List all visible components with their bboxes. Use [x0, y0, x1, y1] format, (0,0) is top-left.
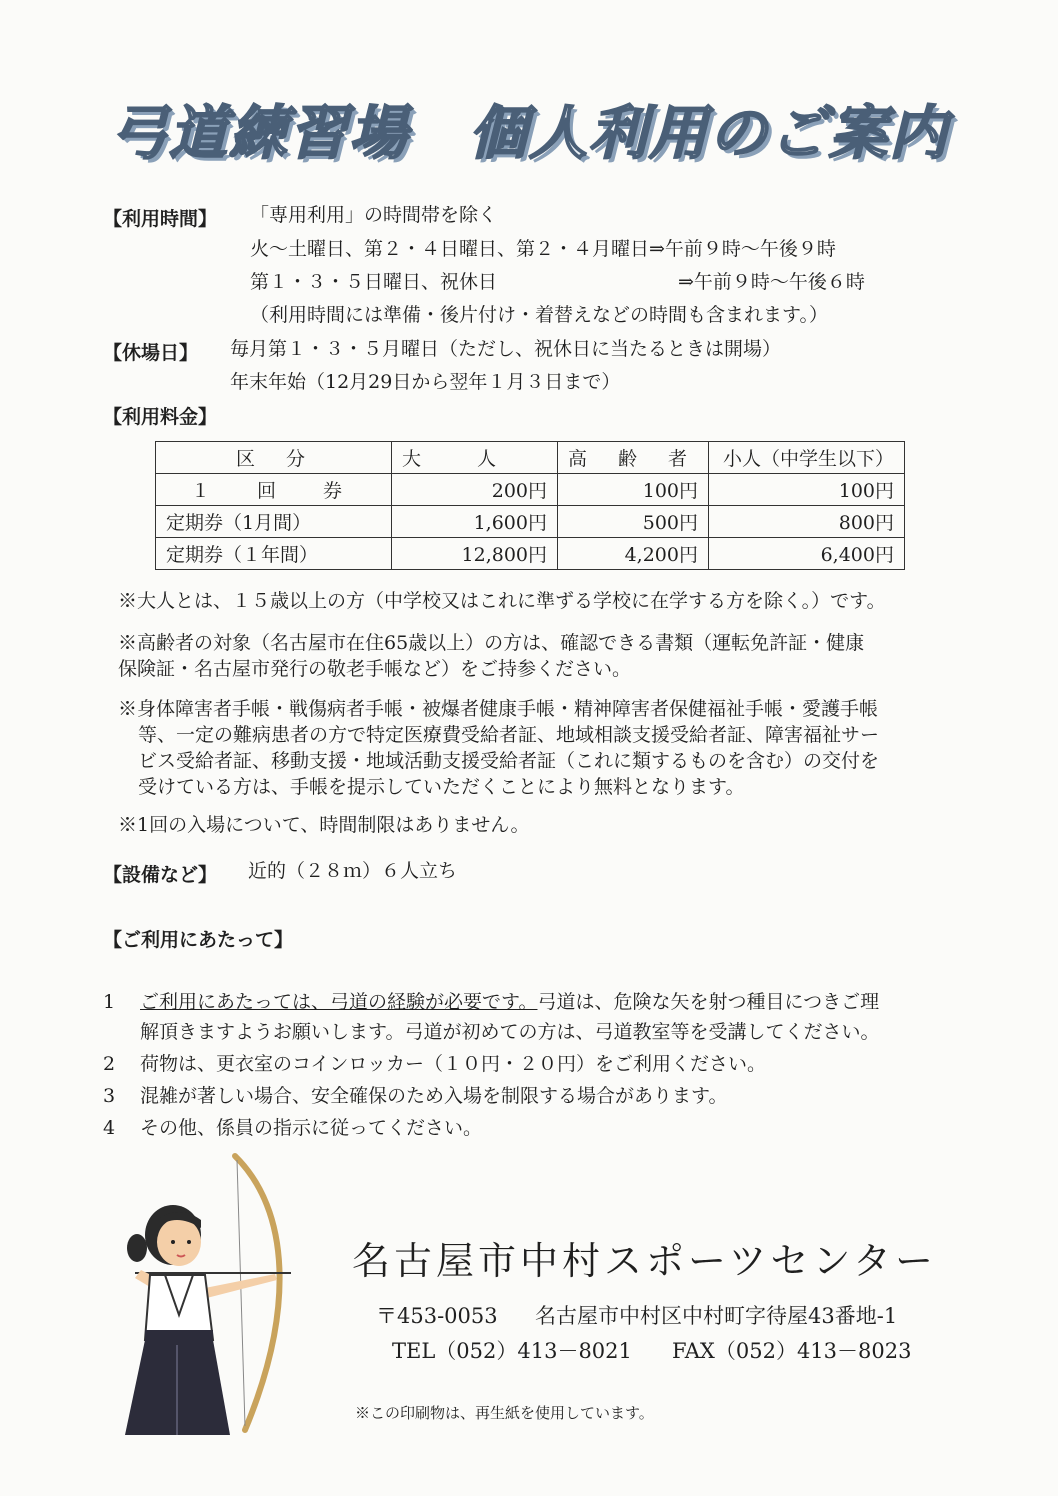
- note-senior-line2: 保険証・名古屋市発行の敬老手帳など）をご持参ください。: [118, 658, 632, 680]
- note-senior-line1: ※高齢者の対象（名古屋市在住65歳以上）の方は、確認できる書類（運転免許証・健康: [118, 632, 865, 654]
- usage-item-number: 4: [103, 1117, 116, 1139]
- recycled-paper-note: ※この印刷物は、再生紙を使用しています。: [355, 1404, 654, 1422]
- col-category: 区 分: [156, 442, 392, 474]
- col-senior: 高 齢 者: [558, 442, 709, 474]
- note-adult-definition: ※大人とは、１５歳以上の方（中学校又はこれに準ずる学校に在学する方を除く。）です。: [118, 590, 886, 612]
- usage-header: 【ご利用にあたって】: [103, 929, 294, 951]
- note-exemption-line2: 等、一定の難病患者の方で特定医療費受給者証、地域相談支援受給者証、障害福祉サー: [138, 724, 880, 746]
- hours-line2: 火～土曜日、第２・４日曜日、第２・４月曜日⇒午前９時～午後９時: [250, 238, 836, 260]
- note-time-limit: ※1回の入場について、時間制限はありません。: [118, 814, 530, 836]
- postal-code: 〒453-0053: [376, 1304, 498, 1328]
- address: 名古屋市中村区中村町字待屋43番地-1: [535, 1304, 898, 1328]
- archer-illustration: [95, 1150, 325, 1440]
- hours-header: 【利用時間】: [103, 208, 218, 230]
- table-row: [156, 538, 905, 570]
- hours-line1: 「専用利用」の時間帯を除く: [250, 204, 498, 226]
- senior-fee: 4,200円: [558, 538, 709, 570]
- child-fee: 6,400円: [709, 538, 905, 570]
- bow-icon: [235, 1156, 280, 1430]
- telephone: TEL（052）413－8021: [392, 1339, 632, 1363]
- note-exemption-line1: ※身体障害者手帳・戦傷病者手帳・被爆者健康手帳・精神障害者保健福祉手帳・愛護手帳: [118, 698, 879, 720]
- senior-fee: 100円: [558, 474, 709, 506]
- row-label: 定期券（1月間）: [156, 506, 392, 538]
- col-child: 小人（中学生以下）: [709, 442, 905, 474]
- organization-name: 名古屋市中村スポーツセンター: [352, 1239, 937, 1283]
- fee-table-header-row: [156, 442, 905, 474]
- note-exemption-line4: 受けている方は、手帳を提示していただくことにより無料となります。: [138, 776, 745, 798]
- hours-line3-days: 第１・３・５日曜日、祝休日: [250, 271, 498, 293]
- usage-item-number: 1: [103, 991, 116, 1013]
- closed-line1: 毎月第１・３・５月曜日（ただし、祝休日に当たるときは開場）: [230, 338, 782, 360]
- closed-line2: 年末年始（12月29日から翌年１月３日まで）: [230, 371, 621, 393]
- usage-item-1-rest: 弓道は、危険な矢を射つ種目につきご理: [537, 991, 880, 1013]
- col-adult: 大 人: [392, 442, 558, 474]
- table-row: [156, 474, 905, 506]
- usage-item-1-cont: 解頂きますようお願いします。弓道が初めての方は、弓道教室等を受講してください。: [140, 1021, 880, 1043]
- equipment-header: 【設備など】: [103, 864, 218, 886]
- usage-item-1-emphasis: ご利用にあたっては、弓道の経験が必要です。: [140, 991, 538, 1013]
- face-icon: [157, 1218, 201, 1266]
- child-fee: 100円: [709, 474, 905, 506]
- usage-item-number: 3: [103, 1085, 116, 1107]
- equipment-value: 近的（２８ｍ）６人立ち: [248, 860, 458, 882]
- closed-header: 【休場日】: [103, 342, 199, 364]
- note-exemption-line3: ビス受給者証、移動支援・地域活動支援受給者証（これに類するものを含む）の交付を: [138, 750, 880, 772]
- adult-fee: 12,800円: [392, 538, 558, 570]
- bowstring-icon: [237, 1160, 245, 1426]
- fees-header: 【利用料金】: [103, 406, 218, 428]
- usage-item-1: [140, 987, 879, 1017]
- hours-line4: （利用時間には準備・後片付け・着替えなどの時間も含まれます。）: [250, 304, 828, 326]
- fax: FAX（052）413－8023: [672, 1339, 912, 1363]
- fee-table: [155, 441, 905, 570]
- row-label: １ 回 券: [156, 474, 392, 506]
- table-row: [156, 506, 905, 538]
- page-title: 弓道練習場 個人利用のご案内: [108, 99, 949, 167]
- hours-line3-time: ⇒午前９時～午後６時: [678, 271, 865, 293]
- adult-fee: 200円: [392, 474, 558, 506]
- usage-item-2: 荷物は、更衣室のコインロッカー（１０円・２０円）をご利用ください。: [140, 1053, 767, 1075]
- child-fee: 800円: [709, 506, 905, 538]
- row-label: 定期券（１年間）: [156, 538, 392, 570]
- usage-item-4: その他、係員の指示に従ってください。: [140, 1117, 483, 1139]
- senior-fee: 500円: [558, 506, 709, 538]
- adult-fee: 1,600円: [392, 506, 558, 538]
- usage-item-3: 混雑が著しい場合、安全確保のため入場を制限する場合があります。: [140, 1085, 728, 1107]
- usage-item-number: 2: [103, 1053, 116, 1075]
